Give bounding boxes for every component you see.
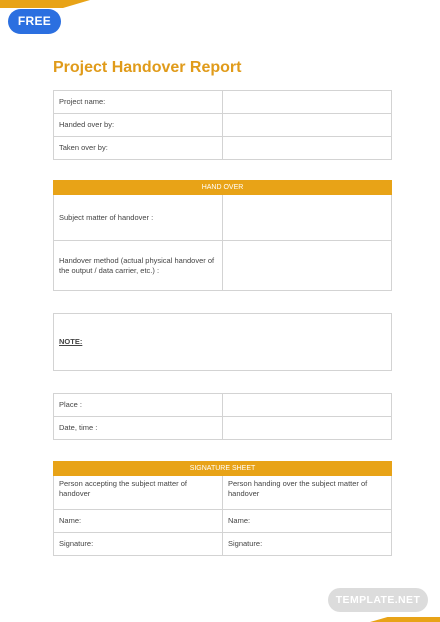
- subject-matter-label: Subject matter of handover :: [54, 195, 223, 241]
- table-row: [54, 91, 392, 114]
- date-time-field[interactable]: [223, 417, 392, 440]
- table-row: [54, 314, 392, 371]
- signature-table: [53, 461, 392, 556]
- handed-over-by-label: Handed over by:: [54, 114, 223, 137]
- table-header-row: [54, 462, 392, 476]
- table-row: [54, 114, 392, 137]
- signature-left-field[interactable]: Signature:: [54, 533, 223, 556]
- handover-method-field[interactable]: [223, 241, 392, 291]
- table-row: [54, 241, 392, 291]
- handover-table: [53, 180, 392, 291]
- accepting-person-label: Person accepting the subject matter of handover: [54, 476, 223, 510]
- table-header-row: [54, 181, 392, 195]
- bottom-accent-stripe: [370, 617, 440, 622]
- top-accent-stripe: [0, 0, 90, 8]
- taken-over-by-field[interactable]: [223, 137, 392, 160]
- handover-header: HAND OVER: [54, 181, 392, 195]
- taken-over-by-label: Taken over by:: [54, 137, 223, 160]
- signature-right-field[interactable]: Signature:: [223, 533, 392, 556]
- date-time-label: Date, time :: [54, 417, 223, 440]
- place-label: Place :: [54, 394, 223, 417]
- project-name-field[interactable]: [223, 91, 392, 114]
- name-right-field[interactable]: Name:: [223, 510, 392, 533]
- project-info-table: [53, 90, 392, 160]
- table-row: [54, 394, 392, 417]
- page-title: Project Handover Report: [53, 59, 242, 76]
- signature-header: SIGNATURE SHEET: [54, 462, 392, 476]
- handing-person-label: Person handing over the subject matter of handover: [223, 476, 392, 510]
- name-left-field[interactable]: Name:: [54, 510, 223, 533]
- place-field[interactable]: [223, 394, 392, 417]
- handed-over-by-field[interactable]: [223, 114, 392, 137]
- note-label: NOTE:: [59, 337, 83, 347]
- table-row: [54, 417, 392, 440]
- template-net-logo[interactable]: TEMPLATE.NET: [328, 588, 428, 612]
- table-row: [54, 476, 392, 510]
- note-box[interactable]: [54, 314, 392, 371]
- table-row: [54, 195, 392, 241]
- handover-method-label: Handover method (actual physical handover of the output / data carrier, etc.) :: [54, 241, 223, 291]
- place-date-table: [53, 393, 392, 440]
- subject-matter-field[interactable]: [223, 195, 392, 241]
- table-row: [54, 533, 392, 556]
- note-table: [53, 313, 392, 371]
- table-row: [54, 510, 392, 533]
- table-row: [54, 137, 392, 160]
- free-badge[interactable]: FREE: [8, 9, 61, 34]
- project-name-label: Project name:: [54, 91, 223, 114]
